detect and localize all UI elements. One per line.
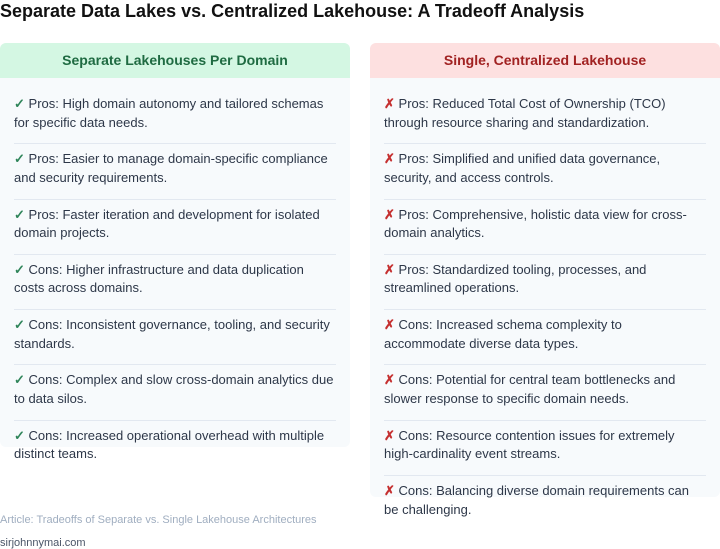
check-icon: ✓ (14, 372, 25, 388)
check-icon: ✓ (14, 317, 25, 333)
list-item (384, 316, 706, 365)
item-text: Cons: Increased operational overhead with multiple distinct teams. (14, 427, 325, 462)
cross-icon: ✗ (384, 206, 395, 222)
check-icon: ✓ (14, 96, 25, 111)
item-text: Cons: Balancing diverse domain requirements can be challenging. (384, 483, 690, 517)
list-item (384, 371, 706, 420)
item-text: Pros: Easier to manage domain-specific compliance and security requirements. (14, 151, 328, 185)
item-text: Cons: Complex and slow cross-domain analytics due to data silos. (14, 372, 334, 406)
list-item (384, 482, 706, 531)
list-item (14, 150, 336, 199)
cross-icon: ✗ (384, 427, 395, 443)
list-item (14, 371, 336, 420)
separate-lakehouses-panel (0, 43, 350, 462)
check-icon: ✓ (14, 151, 25, 167)
site-credit: sirjohnnymai.com (0, 537, 86, 549)
article-caption: Article: Tradeoffs of Separate vs. Single Lakehouse Architectures (0, 514, 317, 526)
check-icon: ✓ (14, 261, 25, 277)
item-text: Cons: Higher infrastructure and data duplication costs across domains. (14, 261, 304, 296)
centralized-lakehouse-panel (370, 43, 720, 517)
check-icon: ✓ (14, 427, 25, 443)
list-item (384, 95, 706, 144)
item-text: Cons: Increased schema complexity to accommodate diverse data types. (384, 317, 622, 351)
cross-icon: ✗ (384, 151, 395, 167)
page-title: Separate Data Lakes vs. Centralized Lakehouse: A Tradeoff Analysis (0, 1, 585, 21)
list-item (14, 316, 336, 365)
item-text: Cons: Resource contention issues for extremely high-cardinality event streams. (384, 427, 675, 462)
item-text: Pros: Faster iteration and development for isolated domain projects. (14, 206, 320, 241)
cross-icon: ✗ (384, 96, 395, 111)
item-text: Pros: Simplified and unified data governance, security, and access controls. (384, 151, 661, 185)
item-text: Cons: Inconsistent governance, tooling, and security standards. (14, 317, 330, 351)
cross-icon: ✗ (384, 483, 395, 499)
cross-icon: ✗ (384, 372, 395, 388)
item-text: Pros: Standardized tooling, processes, and streamlined operations. (384, 261, 647, 296)
item-text: Pros: High domain autonomy and tailored schemas for specific data needs. (14, 96, 324, 130)
item-text: Pros: Reduced Total Cost of Ownership (TCO) through resource sharing and standardization. (384, 96, 666, 130)
list-item (14, 95, 336, 144)
item-text: Pros: Comprehensive, holistic data view for cross-domain analytics. (384, 206, 687, 241)
list-item (14, 206, 336, 255)
list-item (384, 206, 706, 255)
cross-icon: ✗ (384, 317, 395, 333)
list-item (14, 427, 336, 476)
list-item (14, 261, 336, 310)
list-item (384, 427, 706, 476)
list-item (384, 261, 706, 310)
centralized-lakehouse-heading: Single, Centralized Lakehouse (370, 43, 720, 78)
separate-lakehouses-heading: Separate Lakehouses Per Domain (0, 43, 350, 78)
item-text: Cons: Potential for central team bottlenecks and slower response to specific domain needs. (384, 372, 676, 406)
list-item (384, 150, 706, 199)
cross-icon: ✗ (384, 261, 395, 277)
check-icon: ✓ (14, 206, 25, 222)
